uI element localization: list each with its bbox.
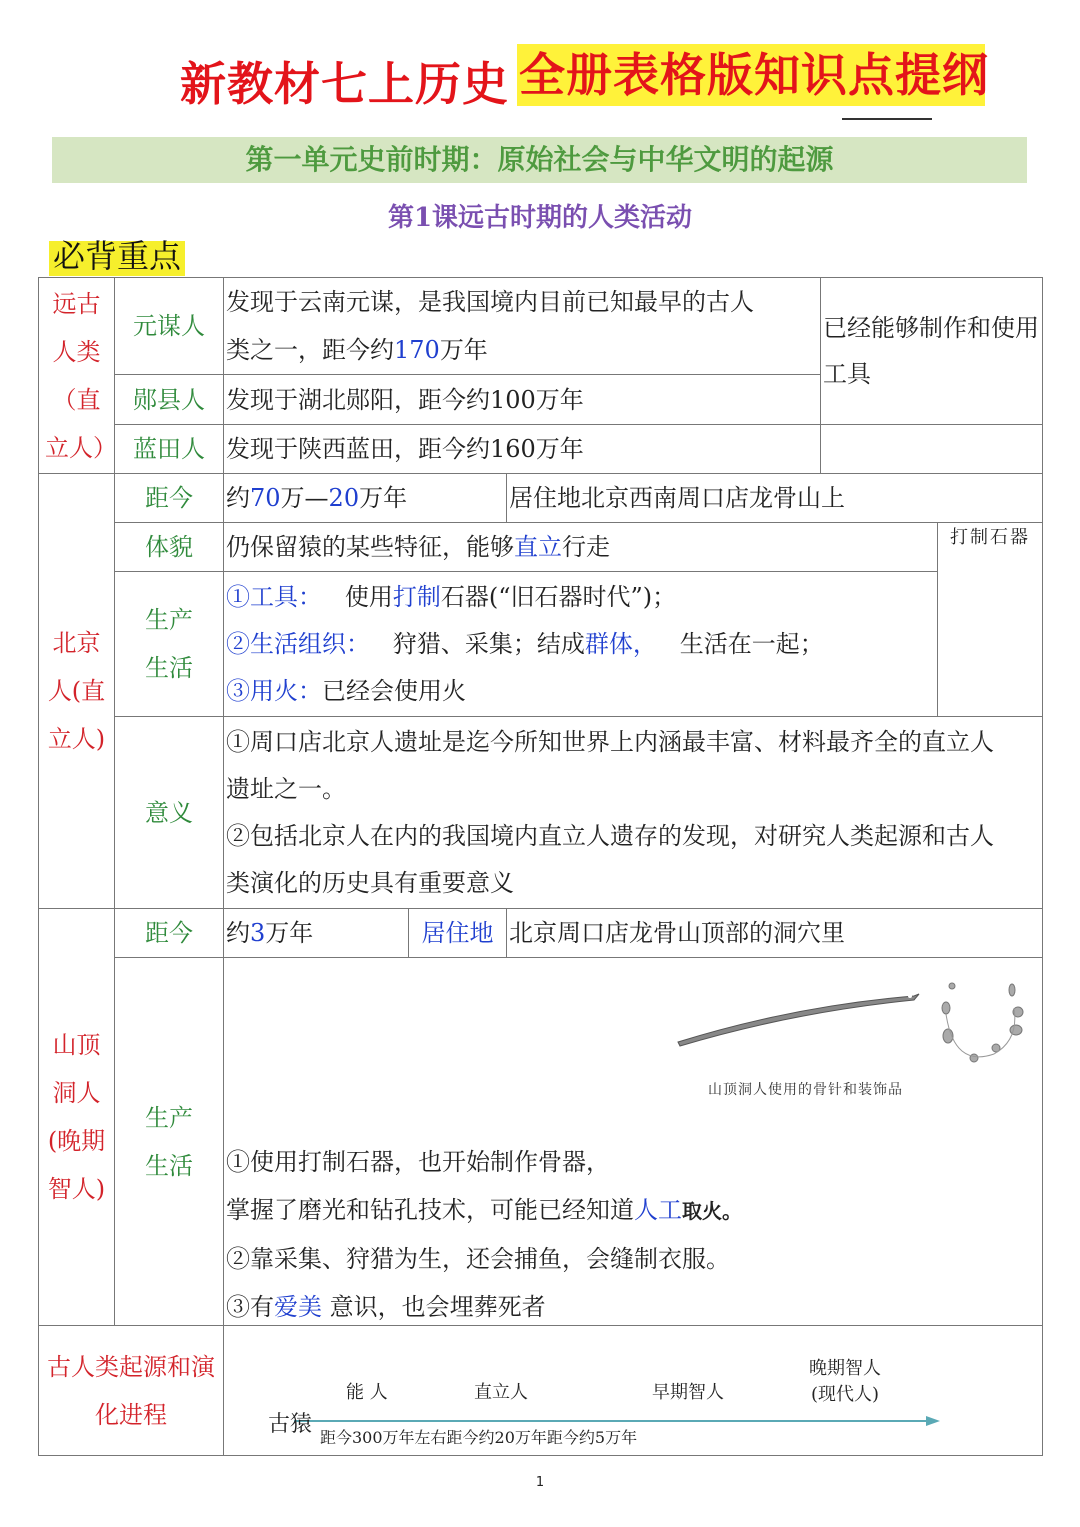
shanding-live-label: 居住地 bbox=[409, 909, 507, 958]
title-underline bbox=[842, 118, 932, 120]
stage-early-sapiens: 早期智人 bbox=[652, 1382, 724, 1403]
title-part1: 新教材七上历史 bbox=[180, 57, 509, 111]
beijing-live: 居住地北京西南周口店龙骨山上 bbox=[507, 474, 1043, 523]
beijing-group-label: 北京人(直立人) bbox=[39, 474, 115, 909]
beijing-dist-text: 约70万—20万年 bbox=[224, 474, 507, 523]
lantian-label: 蓝田人 bbox=[115, 425, 224, 474]
beijing-mean-label: 意义 bbox=[115, 717, 224, 909]
beijing-dist-label: 距今 bbox=[115, 474, 224, 523]
shanding-prod-label: 生产生活 bbox=[115, 958, 224, 1326]
shanding-dist-label: 距今 bbox=[115, 909, 224, 958]
stage-habilis: 能 人 bbox=[346, 1382, 388, 1403]
ancient-group-label: 远古人类（直立人） bbox=[39, 278, 115, 474]
title-highlight bbox=[517, 44, 989, 106]
knowledge-table bbox=[38, 277, 1043, 1456]
shanding-prod-text: ①使用打制石器，也开始制作骨器， 掌握了磨光和钻孔技术，可能已经知道人工取火。 ②靠采集、狩猎为生，还会捕鱼，会缝制衣服。 ③有爱美 意识，也会埋葬死者 bbox=[226, 1148, 742, 1321]
shanding-image-caption: 山顶洞人使用的骨针和装饰品 bbox=[708, 1082, 903, 1098]
yuanmou-text: 发现于云南元谋，是我国境内目前已知最早的古人 类之一，距今约170万年 bbox=[224, 278, 821, 375]
beijing-look-text: 仍保留猿的某些特征，能够直立行走 bbox=[224, 523, 938, 572]
evolution-label: 古人类起源和演化进程 bbox=[39, 1326, 224, 1456]
shanding-dist-text: 约3万年 bbox=[224, 909, 409, 958]
stone-tool-image: 打制石器 bbox=[938, 523, 1043, 717]
yuanmou-label: 元谋人 bbox=[115, 278, 224, 375]
stage-erectus: 直立人 bbox=[474, 1382, 528, 1403]
stage-late-sapiens: 晚期智人 (现代人) bbox=[809, 1358, 881, 1405]
beijing-look-label: 体貌 bbox=[115, 523, 224, 572]
stage-ape: 古猿 bbox=[268, 1412, 313, 1437]
shanding-group-label: 山顶洞人(晚期智人) bbox=[39, 909, 115, 1326]
beijing-prod-text: ①工具： 使用打制石器(“旧石器时代”)； ②生活组织： 狩猎、采集；结成群体， 生活在一起； ③用火：已经会使用火 bbox=[224, 572, 938, 717]
evolution-timeline: 距今300万年左右距今约20万年距今约5万年 bbox=[320, 1428, 638, 1447]
yunxian-label: 郧县人 bbox=[115, 375, 224, 425]
evolution-diagram bbox=[224, 1326, 1043, 1456]
shanding-prod-cell bbox=[224, 958, 1043, 1326]
lesson-heading: 第1课远古时期的人类活动 bbox=[387, 203, 693, 233]
unit-heading: 第一单元史前时期：原始社会与中华文明的起源 bbox=[245, 143, 834, 176]
ancient-side-note: 已经能够制作和使用工具 bbox=[821, 278, 1043, 425]
unit-heading-bar bbox=[52, 137, 1027, 183]
lantian-text: 发现于陕西蓝田，距今约160万年 bbox=[224, 425, 821, 474]
shanding-live-text: 北京周口店龙骨山顶部的洞穴里 bbox=[507, 909, 1043, 958]
yunxian-text: 发现于湖北郧阳，距今约100万年 bbox=[224, 375, 821, 425]
document-title bbox=[0, 38, 1080, 118]
beijing-prod-label: 生产生活 bbox=[115, 572, 224, 717]
page-number: 1 bbox=[535, 1475, 545, 1490]
title-part2: 全册表格版知识点提纲 bbox=[519, 48, 989, 102]
section-label: 必背重点 bbox=[49, 232, 185, 276]
beijing-mean-text: ①周口店北京人遗址是迄今所知世界上内涵最丰富、材料最齐全的直立人 遗址之一。 ②包括北京人在内的我国境内直立人遗存的发现，对研究人类起源和古人 类演化的历史具有重要意义 bbox=[224, 717, 1043, 909]
